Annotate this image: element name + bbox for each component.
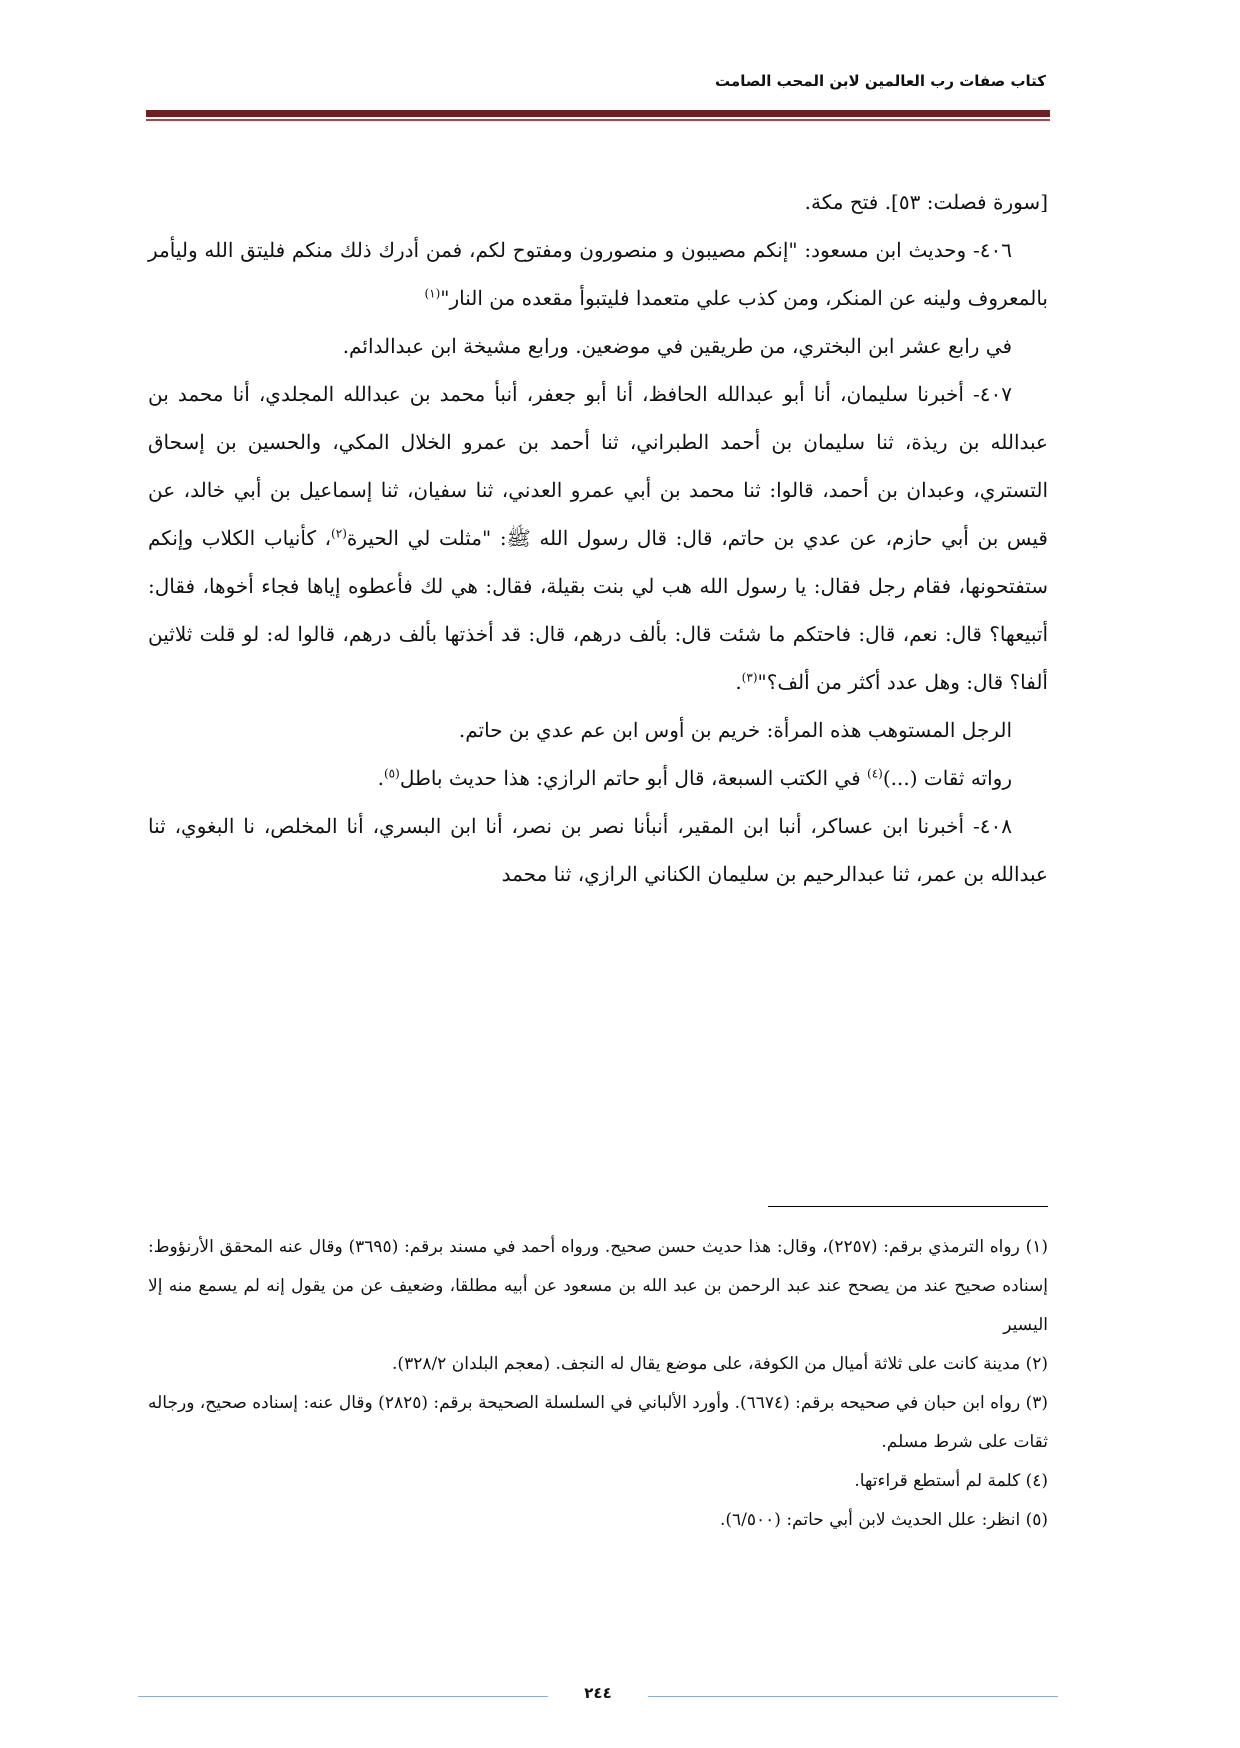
- paragraph-source-note: في رابع عشر ابن البختري، من طريقين في موضعين. ورابع مشيخة ابن عبدالدائم.: [342, 334, 1012, 358]
- hadith-407-text-b: ، كأنياب الكلاب وإنكم ستفتحونها، فقام رجل فقال: يا رسول الله هب لي بنت بقيلة، فقال: هي لك فأعطوه إياها فجاء أخوها، فقال: أتبيعها؟ قال: نعم، قال: فاحتكم ما شئت قال: بألف درهم، قال: قد أخذتها بألف درهم، قالوا له: لو قلت ثلاثين ألفا؟ قال: وهل عدد أكثر من ألف؟": [148, 526, 1048, 694]
- grading-end: .: [377, 766, 384, 790]
- grading-text-b: في الكتب السبعة، قال أبو حاتم الرازي: هذا حديث باطل: [399, 766, 867, 790]
- footnotes: [148, 1228, 1048, 1540]
- footnote-5: (٥) انظر: علل الحديث لابن أبي حاتم: (٦/٥٠٠).: [719, 1510, 1048, 1530]
- hadith-407-end: .: [735, 670, 742, 694]
- book-title: كتاب صفات رب العالمين لابن المحب الصامت: [715, 72, 1046, 90]
- header-rule: [146, 110, 1050, 117]
- footer-line-right: [648, 1696, 1058, 1697]
- footnote-ref-2[interactable]: (٢): [331, 526, 347, 541]
- hadith-406-text: ٤٠٦- وحديث ابن مسعود: "إنكم مصيبون و منصورون ومفتوح لكم، فمن أدرك ذلك منكم فليتق الله وليأمر بالمعروف ولينه عن المنكر، ومن كذب علي متعمدا فليتبوأ مقعده من النار": [148, 238, 1048, 310]
- footer-line-left: [138, 1696, 548, 1697]
- footnote-1: (١) رواه الترمذي برقم: (٢٢٥٧)، وقال: هذا حديث حسن صحيح. ورواه أحمد في مسند برقم: (٣٦٩٥) وقال عنه المحقق الأرنؤوط: إسناده صحيح عند من يصحح عند عبد الرحمن بن عبد الله بن مسعود عن أبيه مطلقا، وضعيف عن من يقول إنه لم يسمع منه إلا اليسير: [148, 1237, 1048, 1335]
- page-header: [148, 72, 1048, 90]
- footnote-ref-3[interactable]: (٣): [741, 670, 758, 685]
- hadith-407-text-a: ٤٠٧- أخبرنا سليمان، أنا أبو عبدالله الحافظ، أنا أبو جعفر، أنبأ محمد بن عبدالله المجلدي، أنا محمد بن عبدالله بن ريذة، ثنا سليمان بن أحمد الطبراني، ثنا أحمد بن عمرو الخلال المكي، والحسين بن إسحاق التستري، وعبدان بن أحمد، قالوا: ثنا محمد بن أبي عمرو العدني، ثنا سفيان، ثنا إسماعيل بن أبي خالد، عن قيس بن أبي حازم، عن عدي بن حاتم، قال: قال رسول الله ﷺ: "مثلت لي الحيرة: [148, 382, 1048, 550]
- paragraph-hadith-408: ٤٠٨- أخبرنا ابن عساكر، أنبا ابن المقير، أنبأنا نصر بن نصر، أنا ابن البسري، أنا المخلص، نا البغوي، ثنا عبدالله بن عمر، ثنا عبدالرحيم بن سليمان الكناني الرازي، ثنا محمد: [148, 814, 1048, 886]
- paragraph-narrators-grading: [148, 754, 1048, 802]
- footnote-3: (٣) رواه ابن حبان في صحيحه برقم: (٦٦٧٤). وأورد الألباني في السلسلة الصحيحة برقم: (٢٨٢٥) وقال عنه: إسناده صحيح، ورجاله ثقات على شرط مسلم.: [148, 1393, 1048, 1452]
- paragraph-hadith-406: [148, 226, 1048, 322]
- footnote-ref-5[interactable]: (٥): [383, 766, 400, 781]
- paragraph-narrator-note: الرجل المستوهب هذه المرأة: خريم بن أوس ابن عم عدي بن حاتم.: [458, 718, 1012, 742]
- footnote-separator: [768, 1206, 1048, 1207]
- footnote-ref-4[interactable]: (٤): [867, 766, 883, 781]
- page-number: ٢٤٤: [584, 1684, 612, 1702]
- paragraph-hadith-407: [148, 370, 1048, 706]
- header-rule-thin: [146, 119, 1050, 121]
- footnote-ref-1[interactable]: (١): [424, 286, 441, 301]
- footnote-4: (٤) كلمة لم أستطع قراءتها.: [854, 1471, 1048, 1491]
- footnote-2: (٢) مدينة كانت على ثلاثة أميال من الكوفة، على موضع يقال له النجف. (معجم البلدان ٣٢٨/٢).: [392, 1354, 1048, 1374]
- paragraph-surah-ref: [سورة فصلت: ٥٣]. فتح مكة.: [804, 190, 1048, 214]
- page-footer: [138, 1682, 1058, 1712]
- grading-text-a: رواته ثقات (...): [882, 766, 1012, 790]
- main-text: [148, 178, 1048, 898]
